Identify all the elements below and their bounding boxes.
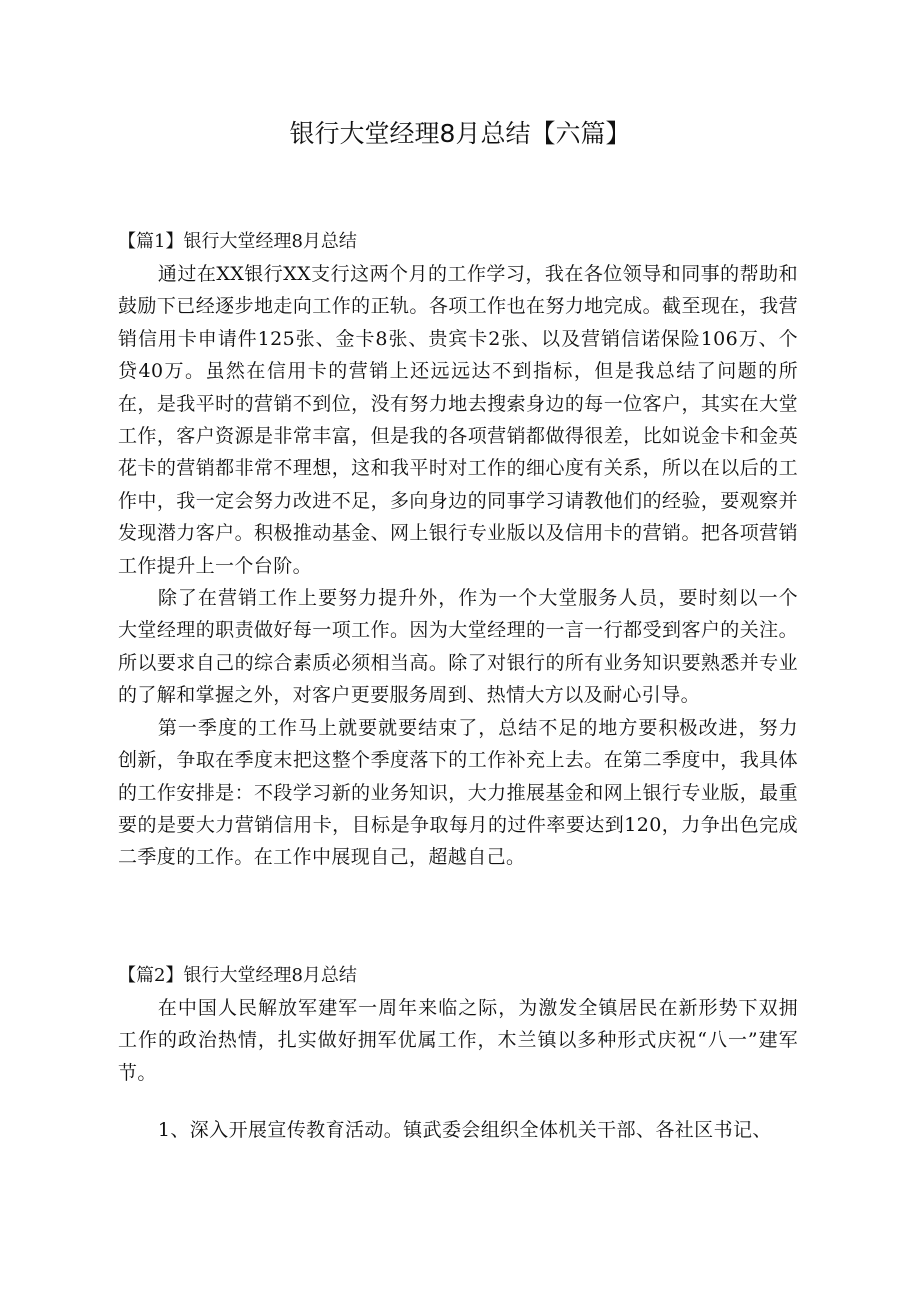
paragraph: 1、深入开展宣传教育活动。镇武委会组织全体机关干部、各社区书记、 bbox=[157, 1119, 772, 1142]
section-2 bbox=[118, 960, 798, 1147]
document-title: 银行大堂经理8月总结【六篇】 bbox=[289, 119, 631, 148]
section-heading: 【篇2】银行大堂经理8月总结 bbox=[118, 965, 357, 986]
paragraph: 通过在XX银行XX支行这两个月的工作学习，我在各位领导和同事的帮助和鼓励下已经逐步地走向工作的正轨。各项工作也在努力地完成。截至现在，我营销信用卡申请件125张、金卡8张、贵宾卡2张、以及营销信诺保险106万、个贷40万。虽然在信用卡的营销上还远远达不到指标，但是我总结了问题的所在，是我平时的营销不到位，没有努力地去搜索身边的每一位客户，其实在大堂工作，客户资源是非常丰富，但是我的各项营销都做得很差，比如说金卡和金英花卡的营销都非常不理想，这和我平时对工作的细心度有关系，所以在以后的工作中，我一定会努力改进不足，多向身边的同事学习请教他们的经验，要观察并发现潜力客户。积极推动基金、网上银行专业版以及信用卡的营销。把各项营销工作提升上一个台阶。 bbox=[118, 263, 798, 577]
paragraph: 第一季度的工作马上就要就要结束了，总结不足的地方要积极改进，努力创新，争取在季度末把这整个季度落下的工作补充上去。在第二季度中，我具体的工作安排是：不段学习新的业务知识，大力推展基金和网上银行专业版，最重要的是要大力营销信用卡，目标是争取每月的过件率要达到120，力争出色完成二季度的工作。在工作中展现自己，超越自己。 bbox=[118, 716, 798, 869]
paragraph: 除了在营销工作上要努力提升外，作为一个大堂服务人员，要时刻以一个大堂经理的职责做好每一项工作。因为大堂经理的一言一行都受到客户的关注。所以要求自己的综合素质必须相当高。除了对银行的所有业务知识要熟悉并专业的了解和掌握之外，对客户更要服务周到、热情大方以及耐心引导。 bbox=[118, 587, 798, 707]
paragraph: 在中国人民解放军建军一周年来临之际，为激发全镇居民在新形势下双拥工作的政治热情，扎实做好拥军优属工作，木兰镇以多种形式庆祝“八一”建军节。 bbox=[118, 997, 798, 1084]
section-1 bbox=[118, 226, 798, 874]
section-heading: 【篇1】银行大堂经理8月总结 bbox=[118, 231, 357, 252]
